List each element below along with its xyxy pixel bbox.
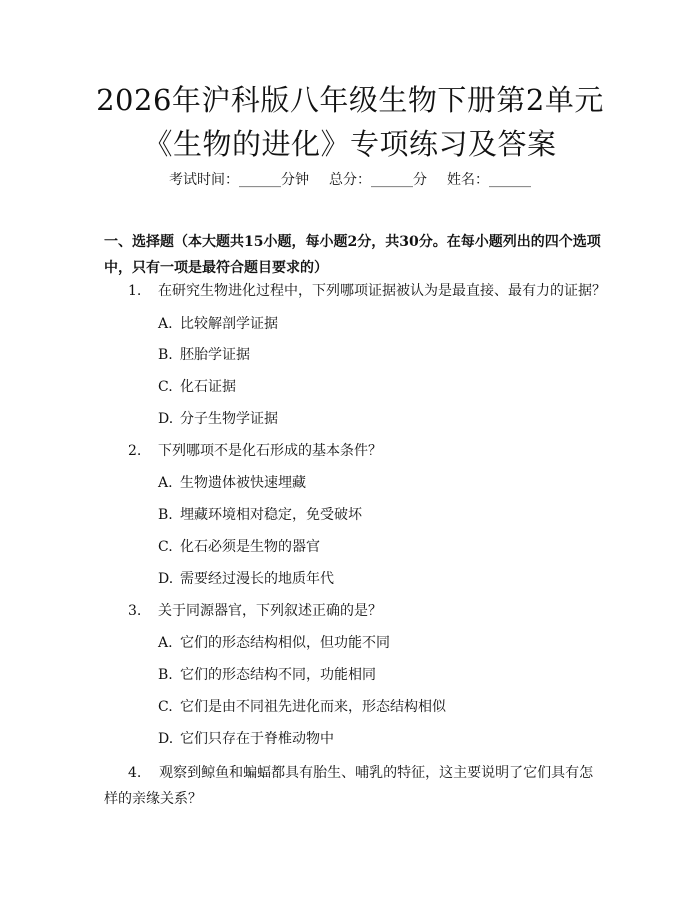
question-number: 1.: [128, 283, 142, 299]
option-text: 需要经过漫长的地质年代: [180, 571, 334, 587]
option-3d: [158, 729, 334, 749]
option-text: 胚胎学证据: [180, 347, 250, 363]
question-stem: 在研究生物进化过程中，下列哪项证据被认为是最直接、最有力的证据？: [158, 283, 606, 299]
question-stem: 下列哪项不是化石形成的基本条件？: [158, 443, 382, 459]
option-text: 化石必须是生物的器官: [180, 539, 320, 555]
option-2a: [158, 473, 306, 493]
option-text: 生物遗体被快速埋藏: [180, 475, 306, 491]
option-1d: [158, 409, 278, 429]
option-text: 化石证据: [180, 379, 236, 395]
question-number: 4.: [128, 765, 142, 781]
student-name-field: 姓名：______: [447, 172, 531, 188]
exam-time-field: 考试时间：______分钟: [169, 172, 309, 188]
option-2d: [158, 569, 334, 589]
question-1: [128, 281, 606, 301]
question-3: [128, 601, 382, 621]
question-number: 3.: [128, 603, 142, 619]
option-text: 它们的形态结构不同，功能相同: [180, 667, 376, 683]
option-letter: B.: [158, 507, 173, 523]
option-3a: [158, 633, 390, 653]
option-letter: A.: [158, 635, 173, 651]
option-text: 埋藏环境相对稳定，免受破坏: [180, 507, 362, 523]
option-letter: C.: [158, 379, 173, 395]
option-letter: A.: [158, 475, 173, 491]
option-letter: B.: [158, 667, 173, 683]
option-text: 比较解剖学证据: [180, 316, 278, 332]
question-number: 2.: [128, 443, 142, 459]
option-text: 它们的形态结构相似，但功能不同: [180, 635, 390, 651]
option-1a: [158, 314, 278, 334]
option-text: 分子生物学证据: [180, 411, 278, 427]
question-4: [104, 760, 604, 812]
section-heading-multiple-choice: 一、选择题（本大题共15小题，每小题2分，共30分。在每小题列出的四个选项中，只有一项是最符合题目要求的）: [104, 234, 601, 276]
option-letter: D.: [158, 731, 174, 747]
option-text: 它们只存在于脊椎动物中: [180, 731, 334, 747]
option-1b: [158, 345, 250, 365]
option-3c: [158, 697, 446, 717]
option-2c: [158, 537, 320, 557]
option-1c: [158, 377, 236, 397]
option-2b: [158, 505, 362, 525]
exam-info-line: [0, 169, 700, 189]
question-stem: 关于同源器官，下列叙述正确的是？: [158, 603, 382, 619]
option-3b: [158, 665, 376, 685]
question-stem: 观察到鲸鱼和蝙蝠都具有胎生、哺乳的特征，这主要说明了它们具有怎样的亲缘关系？: [104, 765, 594, 807]
option-letter: B.: [158, 347, 173, 363]
option-letter: C.: [158, 539, 173, 555]
option-letter: D.: [158, 571, 174, 587]
question-2: [128, 441, 382, 461]
option-letter: C.: [158, 699, 173, 715]
option-letter: A.: [158, 316, 173, 332]
total-score-field: 总分：______分: [329, 172, 427, 188]
option-text: 它们是由不同祖先进化而来，形态结构相似: [180, 699, 446, 715]
page-title: 2026年沪科版八年级生物下册第2单元《生物的进化》专项练习及答案: [96, 83, 604, 161]
option-letter: D.: [158, 411, 174, 427]
